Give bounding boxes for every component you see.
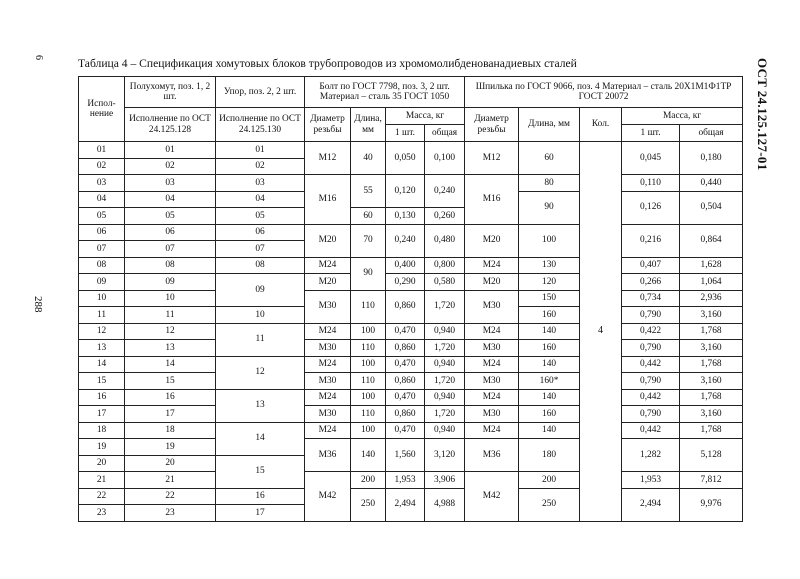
cell-bolt-mass-total: 0,940 <box>425 389 465 406</box>
cell-stud-mass-total: 3,160 <box>680 406 743 423</box>
cell-isp: 17 <box>79 406 125 423</box>
cell-bolt-diam: M24 <box>305 356 351 373</box>
cell-bolt-mass-one: 0,470 <box>386 422 425 439</box>
cell-bolt-mass-one: 2,494 <box>386 488 425 521</box>
cell-stud-mass-total: 3,160 <box>680 373 743 390</box>
cell-stud-mass-one: 0,045 <box>622 142 680 175</box>
cell-stud-diam: M30 <box>465 373 519 390</box>
cell-stud-length: 140 <box>519 356 580 373</box>
cell-isp: 09 <box>79 274 125 291</box>
cell-bolt-diam: M24 <box>305 389 351 406</box>
cell-bolt-mass-total: 0,940 <box>425 323 465 340</box>
header-bolt-mass: Масса, кг <box>386 108 465 125</box>
cell-bolt-diam: M30 <box>305 373 351 390</box>
cell-stud-length: 120 <box>519 274 580 291</box>
cell-stud-mass-one: 0,126 <box>622 191 680 224</box>
cell-bolt-mass-one: 1,560 <box>386 439 425 472</box>
specification-table <box>78 76 743 522</box>
cell-stud-mass-one: 0,442 <box>622 422 680 439</box>
cell-stud-mass-total: 1,768 <box>680 356 743 373</box>
cell-upor: 06 <box>216 224 305 241</box>
cell-bolt-diam: M20 <box>305 274 351 291</box>
cell-stud-mass-one: 0,442 <box>622 389 680 406</box>
header-poluhomut: Полухомут, поз. 1, 2 шт. <box>125 77 216 108</box>
cell-bolt-diam: M16 <box>305 175 351 225</box>
cell-stud-mass-one: 0,442 <box>622 356 680 373</box>
header-stud-length: Длина, мм <box>519 108 580 142</box>
header-ost-upor: Исполнение по ОСТ 24.125.130 <box>216 108 305 142</box>
cell-upor: 14 <box>216 422 305 455</box>
cell-bolt-mass-one: 0,860 <box>386 340 425 357</box>
cell-poluhomut: 12 <box>125 323 216 340</box>
cell-bolt-diam: M30 <box>305 290 351 323</box>
header-ispolnenie: Испол-нение <box>79 77 125 142</box>
cell-bolt-diam: M30 <box>305 340 351 357</box>
cell-upor: 07 <box>216 241 305 258</box>
cell-isp: 02 <box>79 158 125 175</box>
cell-stud-mass-total: 1,064 <box>680 274 743 291</box>
header-stud-mass-total: общая <box>680 125 743 142</box>
cell-stud-mass-total: 0,180 <box>680 142 743 175</box>
cell-stud-diam: M36 <box>465 439 519 472</box>
cell-stud-length: 140 <box>519 323 580 340</box>
cell-bolt-length: 110 <box>351 290 386 323</box>
header-ost-poluhomut: Исполнение по ОСТ 24.125.128 <box>125 108 216 142</box>
cell-bolt-mass-total: 0,240 <box>425 175 465 208</box>
cell-stud-mass-total: 0,864 <box>680 224 743 257</box>
cell-bolt-mass-total: 1,720 <box>425 340 465 357</box>
cell-isp: 06 <box>79 224 125 241</box>
cell-bolt-length: 110 <box>351 373 386 390</box>
cell-bolt-length: 250 <box>351 488 386 521</box>
cell-stud-diam: M24 <box>465 356 519 373</box>
cell-bolt-length: 40 <box>351 142 386 175</box>
cell-stud-length: 250 <box>519 488 580 521</box>
cell-upor: 04 <box>216 191 305 208</box>
cell-isp: 04 <box>79 191 125 208</box>
cell-bolt-length: 140 <box>351 439 386 472</box>
cell-stud-mass-total: 5,128 <box>680 439 743 472</box>
cell-bolt-mass-total: 3,120 <box>425 439 465 472</box>
cell-stud-mass-total: 9,976 <box>680 488 743 521</box>
cell-poluhomut: 11 <box>125 307 216 324</box>
cell-bolt-diam: M36 <box>305 439 351 472</box>
cell-bolt-mass-one: 0,400 <box>386 257 425 274</box>
cell-bolt-mass-total: 0,800 <box>425 257 465 274</box>
cell-bolt-length: 200 <box>351 472 386 489</box>
cell-bolt-diam: M12 <box>305 142 351 175</box>
cell-poluhomut: 09 <box>125 274 216 291</box>
cell-poluhomut: 19 <box>125 439 216 456</box>
header-bolt: Болт по ГОСТ 7798, поз. 3, 2 шт. Материал – сталь 35 ГОСТ 1050 <box>305 77 465 108</box>
header-stud-diam: Диаметр резьбы <box>465 108 519 142</box>
cell-upor: 02 <box>216 158 305 175</box>
table-caption: Таблица 4 – Спецификация хомутовых блоков трубопроводов из хромомолибденованадиевых сталей <box>78 57 577 70</box>
cell-poluhomut: 17 <box>125 406 216 423</box>
cell-isp: 11 <box>79 307 125 324</box>
cell-bolt-mass-total: 0,480 <box>425 224 465 257</box>
cell-bolt-length: 110 <box>351 340 386 357</box>
cell-upor: 11 <box>216 323 305 356</box>
cell-stud-mass-total: 1,768 <box>680 323 743 340</box>
cell-upor: 10 <box>216 307 305 324</box>
cell-stud-diam: M24 <box>465 389 519 406</box>
cell-stud-diam: M12 <box>465 142 519 175</box>
cell-isp: 10 <box>79 290 125 307</box>
cell-poluhomut: 15 <box>125 373 216 390</box>
cell-isp: 18 <box>79 422 125 439</box>
cell-isp: 08 <box>79 257 125 274</box>
cell-stud-mass-one: 1,953 <box>622 472 680 489</box>
document-code: ОСТ 24.125.127-01 <box>755 58 770 171</box>
cell-stud-diam: M24 <box>465 323 519 340</box>
cell-isp: 14 <box>79 356 125 373</box>
cell-poluhomut: 20 <box>125 455 216 472</box>
cell-upor: 13 <box>216 389 305 422</box>
cell-bolt-mass-one: 0,860 <box>386 290 425 323</box>
cell-stud-length: 100 <box>519 224 580 257</box>
cell-stud-mass-one: 0,422 <box>622 323 680 340</box>
cell-stud-length: 200 <box>519 472 580 489</box>
cell-poluhomut: 18 <box>125 422 216 439</box>
cell-bolt-diam: M30 <box>305 406 351 423</box>
cell-isp: 12 <box>79 323 125 340</box>
cell-bolt-diam: M24 <box>305 257 351 274</box>
cell-upor: 05 <box>216 208 305 225</box>
cell-stud-mass-one: 0,790 <box>622 406 680 423</box>
cell-stud-length: 80 <box>519 175 580 192</box>
cell-stud-length: 160 <box>519 406 580 423</box>
cell-stud-mass-total: 1,768 <box>680 422 743 439</box>
header-bolt-length: Длина, мм <box>351 108 386 142</box>
cell-bolt-mass-one: 0,050 <box>386 142 425 175</box>
cell-stud-length: 90 <box>519 191 580 224</box>
cell-stud-diam: M30 <box>465 290 519 323</box>
cell-bolt-length: 100 <box>351 356 386 373</box>
cell-upor: 09 <box>216 274 305 307</box>
cell-stud-mass-total: 1,628 <box>680 257 743 274</box>
cell-bolt-mass-one: 0,860 <box>386 373 425 390</box>
cell-stud-mass-total: 3,160 <box>680 307 743 324</box>
cell-stud-diam: M42 <box>465 472 519 522</box>
cell-poluhomut: 02 <box>125 158 216 175</box>
cell-bolt-mass-total: 0,940 <box>425 356 465 373</box>
cell-poluhomut: 01 <box>125 142 216 159</box>
cell-poluhomut: 10 <box>125 290 216 307</box>
cell-upor: 12 <box>216 356 305 389</box>
header-stud-mass: Масса, кг <box>622 108 743 125</box>
cell-bolt-mass-total: 0,940 <box>425 422 465 439</box>
cell-bolt-length: 100 <box>351 323 386 340</box>
cell-stud-length: 140 <box>519 389 580 406</box>
header-qty: Кол. <box>580 108 622 142</box>
cell-poluhomut: 23 <box>125 505 216 522</box>
header-shpilka: Шпилька по ГОСТ 9066, поз. 4 Материал – сталь 20Х1М1Ф1ТР ГОСТ 20072 <box>465 77 743 108</box>
cell-stud-mass-one: 2,494 <box>622 488 680 521</box>
cell-bolt-length: 110 <box>351 406 386 423</box>
cell-upor: 16 <box>216 488 305 505</box>
cell-stud-length: 140 <box>519 422 580 439</box>
cell-bolt-diam: M20 <box>305 224 351 257</box>
cell-isp: 03 <box>79 175 125 192</box>
cell-stud-mass-one: 0,790 <box>622 340 680 357</box>
cell-upor: 03 <box>216 175 305 192</box>
cell-bolt-diam: M24 <box>305 422 351 439</box>
cell-upor: 15 <box>216 455 305 488</box>
cell-stud-length: 130 <box>519 257 580 274</box>
cell-bolt-length: 90 <box>351 257 386 290</box>
cell-bolt-length: 100 <box>351 389 386 406</box>
cell-bolt-mass-one: 0,860 <box>386 406 425 423</box>
cell-bolt-mass-total: 4,988 <box>425 488 465 521</box>
cell-bolt-length: 100 <box>351 422 386 439</box>
cell-bolt-mass-one: 0,470 <box>386 389 425 406</box>
cell-stud-mass-one: 0,790 <box>622 307 680 324</box>
cell-upor: 17 <box>216 505 305 522</box>
cell-stud-mass-one: 0,407 <box>622 257 680 274</box>
cell-poluhomut: 03 <box>125 175 216 192</box>
header-bolt-mass-total: общая <box>425 125 465 142</box>
cell-isp: 21 <box>79 472 125 489</box>
cell-stud-mass-total: 0,440 <box>680 175 743 192</box>
cell-poluhomut: 22 <box>125 488 216 505</box>
cell-stud-diam: M30 <box>465 340 519 357</box>
cell-stud-length: 60 <box>519 142 580 175</box>
cell-isp: 22 <box>79 488 125 505</box>
cell-stud-diam: M24 <box>465 257 519 274</box>
cell-upor: 08 <box>216 257 305 274</box>
cell-bolt-mass-total: 1,720 <box>425 290 465 323</box>
cell-bolt-mass-one: 0,470 <box>386 323 425 340</box>
cell-stud-length: 160 <box>519 307 580 324</box>
cell-stud-diam: M24 <box>465 422 519 439</box>
cell-bolt-diam: M24 <box>305 323 351 340</box>
cell-bolt-length: 70 <box>351 224 386 257</box>
cell-upor: 01 <box>216 142 305 159</box>
cell-bolt-mass-one: 0,290 <box>386 274 425 291</box>
cell-stud-length: 150 <box>519 290 580 307</box>
header-upor: Упор, поз. 2, 2 шт. <box>216 77 305 108</box>
cell-isp: 20 <box>79 455 125 472</box>
cell-bolt-mass-one: 0,470 <box>386 356 425 373</box>
cell-stud-mass-one: 0,110 <box>622 175 680 192</box>
cell-bolt-mass-one: 0,240 <box>386 224 425 257</box>
cell-bolt-mass-total: 1,720 <box>425 406 465 423</box>
cell-bolt-mass-total: 0,580 <box>425 274 465 291</box>
cell-stud-diam: M20 <box>465 274 519 291</box>
cell-bolt-diam: M42 <box>305 472 351 522</box>
cell-stud-mass-total: 7,812 <box>680 472 743 489</box>
header-bolt-mass-one: 1 шт. <box>386 125 425 142</box>
cell-bolt-mass-total: 0,260 <box>425 208 465 225</box>
cell-stud-mass-total: 3,160 <box>680 340 743 357</box>
cell-stud-mass-one: 0,734 <box>622 290 680 307</box>
cell-bolt-mass-one: 0,120 <box>386 175 425 208</box>
cell-poluhomut: 13 <box>125 340 216 357</box>
cell-poluhomut: 21 <box>125 472 216 489</box>
cell-isp: 13 <box>79 340 125 357</box>
cell-poluhomut: 07 <box>125 241 216 258</box>
cell-isp: 16 <box>79 389 125 406</box>
cell-stud-mass-one: 1,282 <box>622 439 680 472</box>
cell-bolt-mass-total: 0,100 <box>425 142 465 175</box>
cell-stud-mass-total: 0,504 <box>680 191 743 224</box>
cell-stud-length: 160* <box>519 373 580 390</box>
cell-bolt-length: 60 <box>351 208 386 225</box>
cell-poluhomut: 04 <box>125 191 216 208</box>
cell-stud-diam: M20 <box>465 224 519 257</box>
cell-bolt-mass-one: 1,953 <box>386 472 425 489</box>
cell-isp: 23 <box>79 505 125 522</box>
cell-poluhomut: 14 <box>125 356 216 373</box>
cell-stud-mass-one: 0,216 <box>622 224 680 257</box>
cell-isp: 07 <box>79 241 125 258</box>
cell-stud-diam: M30 <box>465 406 519 423</box>
cell-bolt-mass-total: 3,906 <box>425 472 465 489</box>
cell-poluhomut: 16 <box>125 389 216 406</box>
cell-bolt-length: 55 <box>351 175 386 208</box>
cell-stud-mass-one: 0,266 <box>622 274 680 291</box>
cell-poluhomut: 08 <box>125 257 216 274</box>
cell-stud-mass-total: 2,936 <box>680 290 743 307</box>
cell-isp: 05 <box>79 208 125 225</box>
page-number: 6 <box>33 55 44 60</box>
cell-bolt-mass-total: 1,720 <box>425 373 465 390</box>
side-page-number: 288 <box>32 296 44 313</box>
cell-stud-mass-total: 1,768 <box>680 389 743 406</box>
cell-isp: 15 <box>79 373 125 390</box>
cell-qty: 4 <box>580 142 622 522</box>
cell-stud-length: 160 <box>519 340 580 357</box>
cell-poluhomut: 06 <box>125 224 216 241</box>
cell-stud-length: 180 <box>519 439 580 472</box>
cell-isp: 01 <box>79 142 125 159</box>
cell-poluhomut: 05 <box>125 208 216 225</box>
cell-isp: 19 <box>79 439 125 456</box>
header-stud-mass-one: 1 шт. <box>622 125 680 142</box>
cell-stud-diam: M16 <box>465 175 519 225</box>
header-bolt-diam: Диаметр резьбы <box>305 108 351 142</box>
cell-bolt-mass-one: 0,130 <box>386 208 425 225</box>
cell-stud-mass-one: 0,790 <box>622 373 680 390</box>
